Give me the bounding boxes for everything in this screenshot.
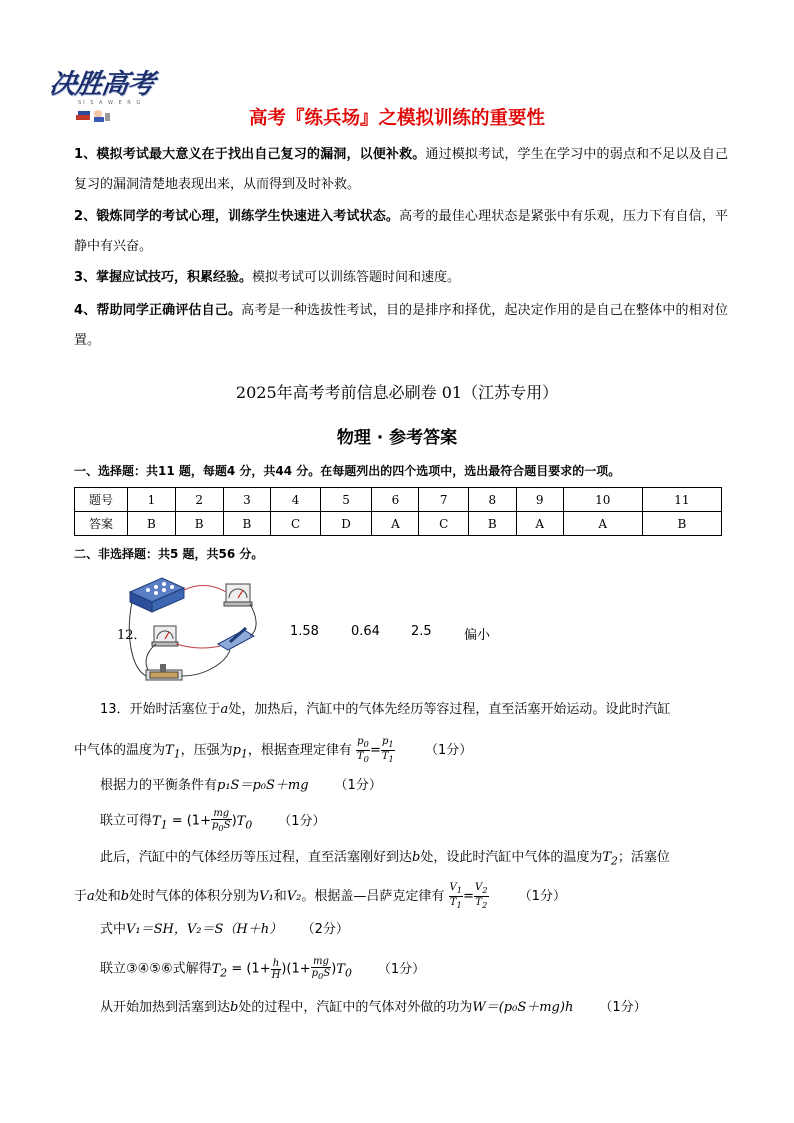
formula-force-balance: p₁S＝p₀S＋mg bbox=[217, 778, 309, 793]
table-cell: B bbox=[175, 512, 223, 536]
var-a: a bbox=[220, 702, 229, 717]
q13-line-9 bbox=[100, 998, 647, 1018]
formula-h-H: $\frac{h}{H}$ bbox=[271, 957, 281, 981]
formula-p1-T1: $\frac{p_1}{T_1}$ bbox=[381, 736, 394, 764]
q12-label: 12． bbox=[117, 628, 147, 643]
text: 处，加热后，汽缸中的气体先经历等容过程，直至活塞开始运动。设此时汽缸 bbox=[228, 702, 671, 717]
text: 处的过程中，汽缸中的气体对外做的功为 bbox=[238, 1000, 473, 1015]
section-1-heading: 一、选择题：共11 题，每题4 分，共44 分。在每题列出的四个选项中，选出最符合题目要求的一项。 bbox=[74, 464, 621, 478]
table-header-cell: 题号 bbox=[75, 488, 128, 512]
q13-line-7 bbox=[100, 920, 349, 940]
table-cell: 5 bbox=[320, 488, 372, 512]
q13-line-1 bbox=[100, 700, 670, 720]
text: ，压强为 bbox=[180, 743, 233, 758]
text: 处和 bbox=[94, 889, 121, 904]
table-cell: B bbox=[128, 512, 176, 536]
score: （1分） bbox=[278, 813, 326, 829]
intro-bold: 2、锻炼同学的考试心理，训练学生快速进入考试状态。 bbox=[74, 209, 400, 224]
var-b: b bbox=[412, 850, 421, 865]
q12-value: 0.64 bbox=[351, 624, 380, 639]
q13-line-6: 于a处和b处时气体的体积分别为V₁和V₂。根据盖—吕萨克定律有 $\frac{V_1}{T_1}$ = $\frac{V_2}{T_2}$ （1分） bbox=[74, 882, 566, 910]
table-cell: A bbox=[372, 512, 419, 536]
score: （1分） bbox=[377, 961, 426, 977]
text: ，根据查理定律有 bbox=[247, 743, 352, 758]
table-cell: A bbox=[563, 512, 642, 536]
table-cell: 4 bbox=[271, 488, 321, 512]
table-cell: 6 bbox=[372, 488, 419, 512]
text: 处，设此时汽缸中气体的温度为 bbox=[420, 850, 603, 865]
table-cell: 10 bbox=[563, 488, 642, 512]
formula-work: W＝(p₀S＋mg)h bbox=[472, 1000, 574, 1015]
var-b: b bbox=[120, 889, 130, 904]
score: （1分） bbox=[599, 1000, 647, 1015]
text: 从开始加热到活塞到达 bbox=[100, 1000, 231, 1015]
text: 式中 bbox=[100, 922, 127, 937]
table-cell: 11 bbox=[642, 488, 721, 512]
subject-title: 物理 · 参考答案 bbox=[336, 428, 458, 448]
table-cell: C bbox=[271, 512, 321, 536]
intro-item-1 bbox=[74, 140, 728, 200]
formula-p0-T0: $\frac{p_0}{T_0}$ bbox=[356, 736, 369, 764]
exam-title: 2025年高考考前信息必刷卷 01（江苏专用） bbox=[235, 383, 559, 402]
intro-bold: 1、模拟考试最大意义在于找出自己复习的漏洞，以便补救。 bbox=[74, 147, 426, 162]
text: 13．开始时活塞位于 bbox=[100, 702, 221, 717]
intro-item-4 bbox=[74, 296, 728, 356]
table-cell: 3 bbox=[223, 488, 271, 512]
table-cell: 2 bbox=[175, 488, 223, 512]
table-cell: 8 bbox=[468, 488, 516, 512]
text: 联立③④⑤⑥式解得 bbox=[100, 961, 212, 977]
text: 此后，汽缸中的气体经历等压过程，直至活塞刚好到达 bbox=[100, 850, 413, 865]
table-cell: A bbox=[516, 512, 563, 536]
text: 。根据盖—吕萨克定律有 bbox=[301, 889, 445, 904]
q13-line-5: 此后，汽缸中的气体经历等压过程，直至活塞刚好到达b处，设此时汽缸中气体的温度为$T_2$；活塞位 bbox=[100, 850, 670, 868]
formula-mg-p0S: $\frac{mg}{p_0S}$ bbox=[311, 956, 331, 981]
logo-subtext: SI S A W E R G bbox=[78, 100, 143, 106]
table-cell: 7 bbox=[419, 488, 469, 512]
text: p bbox=[232, 743, 241, 758]
intro-rest: 高考的最佳心理状态是紧张中有乐观，压力下有自信，平静中有兴奋。 bbox=[74, 209, 728, 254]
page-title: 高考『练兵场』之模拟训练的重要性 bbox=[248, 108, 545, 129]
answer-table bbox=[74, 487, 722, 536]
var-T1: $T_1$ bbox=[165, 743, 181, 761]
table-header-cell: 答案 bbox=[75, 512, 128, 536]
section-2-heading: 二、非选择题：共5 题，共56 分。 bbox=[74, 547, 264, 561]
text: 中气体的温度为 bbox=[74, 743, 166, 758]
table-cell: D bbox=[320, 512, 372, 536]
logo-text: 决胜高考 bbox=[47, 69, 156, 100]
intro-bold: 4、帮助同学正确评估自己。 bbox=[74, 303, 242, 318]
var-a: a bbox=[87, 889, 95, 904]
intro-item-3 bbox=[74, 263, 728, 293]
table-cell: C bbox=[419, 512, 469, 536]
q12-value: 2.5 bbox=[411, 624, 432, 639]
text: T bbox=[165, 743, 174, 758]
intro-rest: 高考是一种选拔性考试，目的是排序和择优，起决定作用的是自己在整体中的相对位置。 bbox=[74, 303, 728, 348]
score: （2分） bbox=[308, 922, 349, 937]
table-cell: 9 bbox=[516, 488, 563, 512]
formula-V1-T1: $\frac{V_1}{T_1}$ bbox=[449, 882, 463, 910]
var-p1: $p_1$ bbox=[232, 743, 248, 761]
q13-line-4: 联立可得$T_1 = (1+$ $\frac{mg}{p_0S}$ )$T_0$ （1分） bbox=[100, 808, 326, 833]
table-cell: B bbox=[468, 512, 516, 536]
q13-line-2: 中气体的温度为$T_1$，压强为$p_1$，根据查理定律有 $\frac{p_0}{T_0}$ = $\frac{p_1}{T_1}$ （1分） bbox=[74, 736, 473, 764]
var-b: b bbox=[230, 1000, 239, 1015]
text: 根据力的平衡条件有 bbox=[100, 778, 218, 793]
formula-volumes: V₁＝SH，V₂＝S（H＋h） bbox=[126, 922, 283, 937]
intro-item-2 bbox=[74, 202, 728, 262]
table-row-answers bbox=[75, 512, 722, 536]
table-cell: B bbox=[223, 512, 271, 536]
q13-line-8: 联立③④⑤⑥式解得$T_2 = (1+$ $\frac{h}{H}$ )(1+ $\frac{mg}{p_0S}$ )$T_0$ （1分） bbox=[100, 956, 426, 981]
q13-line-3 bbox=[100, 776, 382, 796]
text: 联立可得 bbox=[100, 813, 153, 829]
intro-rest: 通过模拟考试，学生在学习中的弱点和不足以及自己复习的漏洞清楚地表现出来，从而得到及时补救。 bbox=[74, 147, 728, 192]
q12-value: 偏小 bbox=[464, 628, 491, 643]
text: 处时气体的体积分别为 bbox=[129, 889, 260, 904]
var-V2: V₂ bbox=[286, 889, 302, 904]
formula-V2-T2: $\frac{V_2}{T_2}$ bbox=[474, 882, 488, 910]
var-V1: V₁ bbox=[259, 889, 274, 904]
table-cell: 1 bbox=[128, 488, 176, 512]
score: （1分） bbox=[334, 778, 382, 793]
score: （1分） bbox=[518, 889, 566, 904]
text: 于 bbox=[74, 889, 88, 904]
intro-bold: 3、掌握应试技巧，积累经验。 bbox=[74, 270, 253, 285]
formula-mg-p0S: $\frac{mg}{p_0S}$ bbox=[211, 808, 231, 833]
table-cell: B bbox=[642, 512, 721, 536]
table-row-numbers bbox=[75, 488, 722, 512]
text: ；活塞位 bbox=[617, 850, 670, 865]
intro-rest: 模拟考试可以训练答题时间和速度。 bbox=[252, 270, 461, 285]
score: （1分） bbox=[424, 743, 473, 758]
q12-value: 1.58 bbox=[290, 624, 319, 639]
text: 和 bbox=[273, 889, 287, 904]
